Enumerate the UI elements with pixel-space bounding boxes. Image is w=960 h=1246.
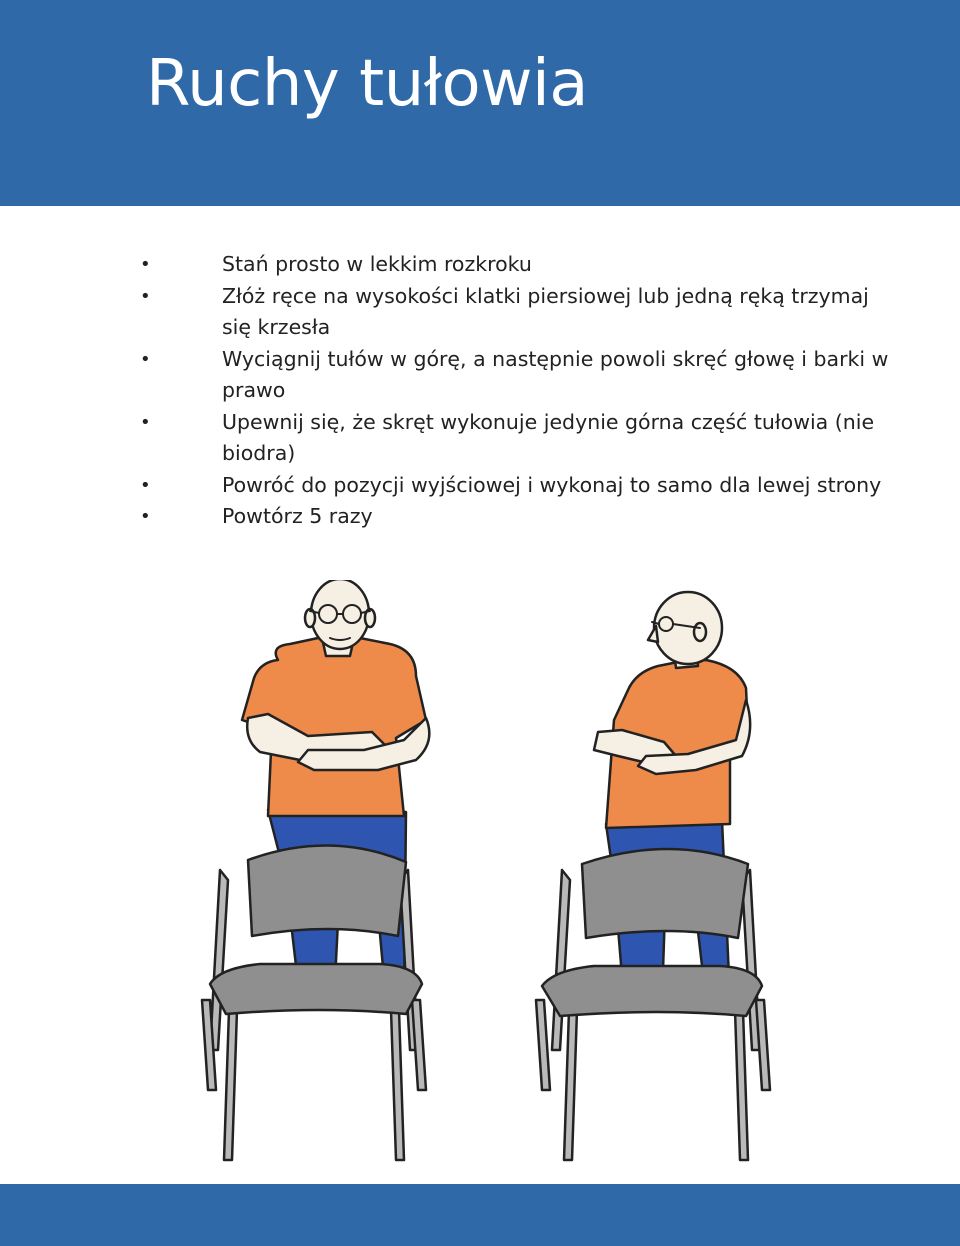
bullet-icon: • xyxy=(140,348,151,370)
ear-shape xyxy=(694,623,706,641)
instruction-text: Powróć do pozycji wyjściowej i wykonaj to samo dla lewej strony xyxy=(222,472,882,497)
page-title: Ruchy tułowia xyxy=(146,47,588,121)
footer-bar xyxy=(0,1184,960,1246)
bullet-icon: • xyxy=(140,506,151,527)
instruction-item xyxy=(138,470,898,502)
figure-turned xyxy=(536,592,770,1160)
chair-turned xyxy=(536,849,770,1160)
header-bar xyxy=(0,0,960,206)
instruction-text: Upewnij się, że skręt wykonuje jedynie górna część tułowia (nie biodra) xyxy=(222,409,875,465)
instruction-item xyxy=(138,281,898,344)
instruction-item xyxy=(138,249,898,281)
instruction-item xyxy=(138,344,898,407)
bullet-icon: • xyxy=(140,285,151,307)
chair-seat xyxy=(210,964,422,1014)
head-shape xyxy=(654,592,722,664)
instruction-text: Powtórz 5 razy xyxy=(222,504,373,528)
chair-backrest xyxy=(582,849,748,938)
instruction-text: Stań prosto w lekkim rozkroku xyxy=(222,252,532,276)
bullet-icon: • xyxy=(140,254,151,275)
instruction-text: Złóż ręce na wysokości klatki piersiowej lub jedną ręką trzymaj się krzesła xyxy=(222,283,869,339)
chair-backrest xyxy=(248,845,406,936)
instruction-item xyxy=(138,407,898,470)
exercise-illustration xyxy=(190,580,790,1170)
chair-front xyxy=(202,845,426,1160)
bullet-icon: • xyxy=(140,411,151,433)
figure-front xyxy=(202,580,429,1160)
bullet-icon: • xyxy=(140,474,151,496)
instruction-list xyxy=(138,249,898,533)
instruction-text: Wyciągnij tułów w górę, a następnie powoli skręć głowę i barki w prawo xyxy=(222,346,889,402)
chair-seat xyxy=(542,966,762,1016)
instruction-item xyxy=(138,501,898,533)
